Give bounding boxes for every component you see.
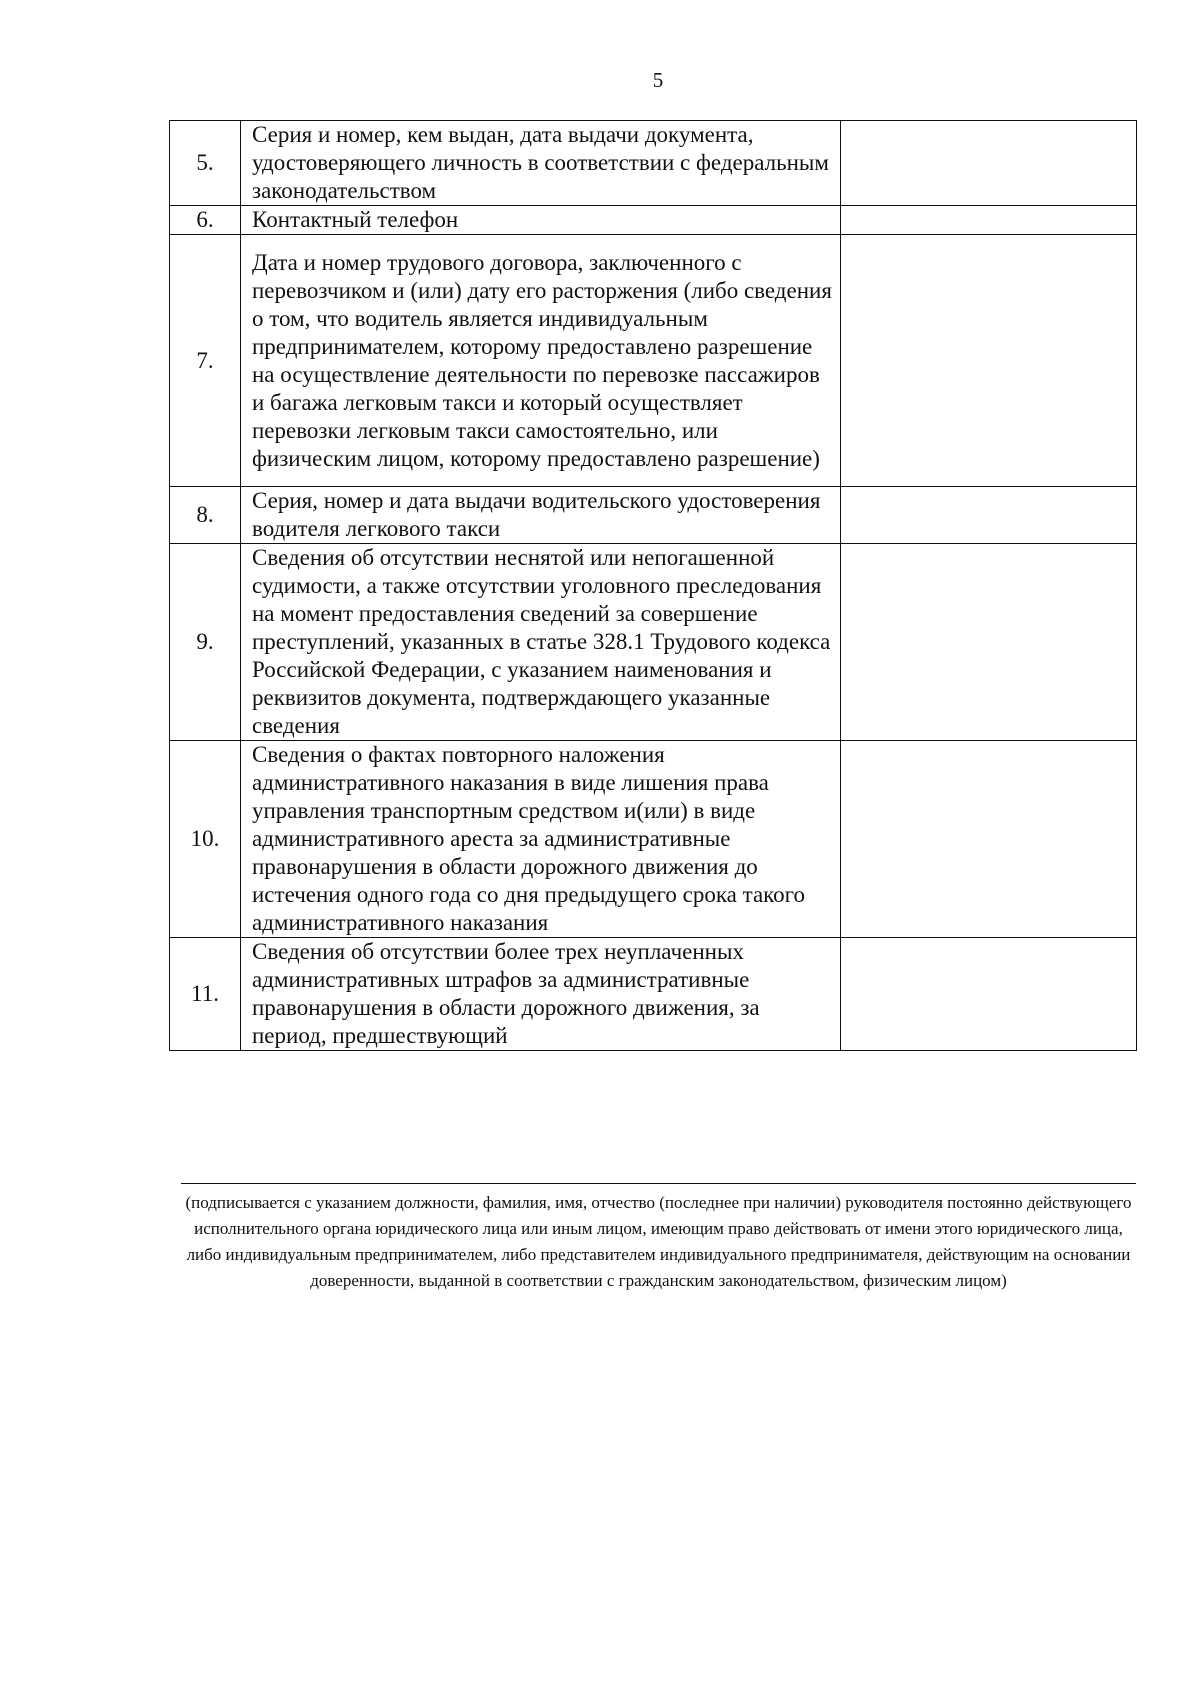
table-row xyxy=(170,121,1137,206)
row-description: Контактный телефон xyxy=(241,206,841,235)
row-value-cell[interactable] xyxy=(841,741,1137,938)
row-value-cell[interactable] xyxy=(841,487,1137,544)
row-description: Серия и номер, кем выдан, дата выдачи документа, удостоверяющего личность в соответствии с федеральным законодательством xyxy=(241,121,841,206)
table-row xyxy=(170,741,1137,938)
table-row xyxy=(170,487,1137,544)
signature-line xyxy=(181,1183,1136,1184)
row-number: 9. xyxy=(170,544,241,741)
row-number: 8. xyxy=(170,487,241,544)
row-value-cell[interactable] xyxy=(841,235,1137,487)
row-value-cell[interactable] xyxy=(841,544,1137,741)
row-number: 5. xyxy=(170,121,241,206)
row-description: Серия, номер и дата выдачи водительского удостоверения водителя легкового такси xyxy=(241,487,841,544)
table-row xyxy=(170,206,1137,235)
row-value-cell[interactable] xyxy=(841,121,1137,206)
table-row xyxy=(170,938,1137,1051)
row-description: Сведения о фактах повторного наложения административного наказания в виде лишения права управления транспортным средством и(или) в виде административного ареста за административные правонарушения в области дорожного движения до истечения одного года со дня предыдущего срока такого административного наказания xyxy=(241,741,841,938)
row-number: 7. xyxy=(170,235,241,487)
page-number: 5 xyxy=(652,68,664,92)
row-description: Сведения об отсутствии более трех неуплаченных административных штрафов за административные правонарушения в области дорожного движения, за период, предшествующий xyxy=(241,938,841,1051)
signature-caption: (подписывается с указанием должности, фамилия, имя, отчество (последнее при наличии) руководителя постоянно действующего исполнительного органа юридического лица или иным лицом, имеющим право действовать от имени этого юридического лица, либо индивидуальным предпринимателем, либо представителем индивидуального предпринимателя, действующим на основании доверенности, выданной в соответствии с гражданским законодательством, физическим лицом) xyxy=(185,1193,1132,1290)
row-number: 10. xyxy=(170,741,241,938)
row-description: Сведения об отсутствии неснятой или непогашенной судимости, а также отсутствии уголовного преследования на момент предоставления сведений за совершение преступлений, указанных в статье 328.1 Трудового кодекса Российской Федерации, с указанием наименования и реквизитов документа, подтверждающего указанные сведения xyxy=(241,544,841,741)
row-value-cell[interactable] xyxy=(841,206,1137,235)
driver-info-table xyxy=(169,120,1137,1051)
row-value-cell[interactable] xyxy=(841,938,1137,1051)
table-row xyxy=(170,235,1137,487)
row-description: Дата и номер трудового договора, заключенного с перевозчиком и (или) дату его расторжения (либо сведения о том, что водитель является индивидуальным предпринимателем, которому предоставлено разрешение на осуществление деятельности по перевозке пассажиров и багажа легковым такси и который осуществляет перевозки легковым такси самостоятельно, или физическим лицом, которому предоставлено разрешение) xyxy=(241,235,841,487)
row-number: 6. xyxy=(170,206,241,235)
table-row xyxy=(170,544,1137,741)
row-number: 11. xyxy=(170,938,241,1051)
